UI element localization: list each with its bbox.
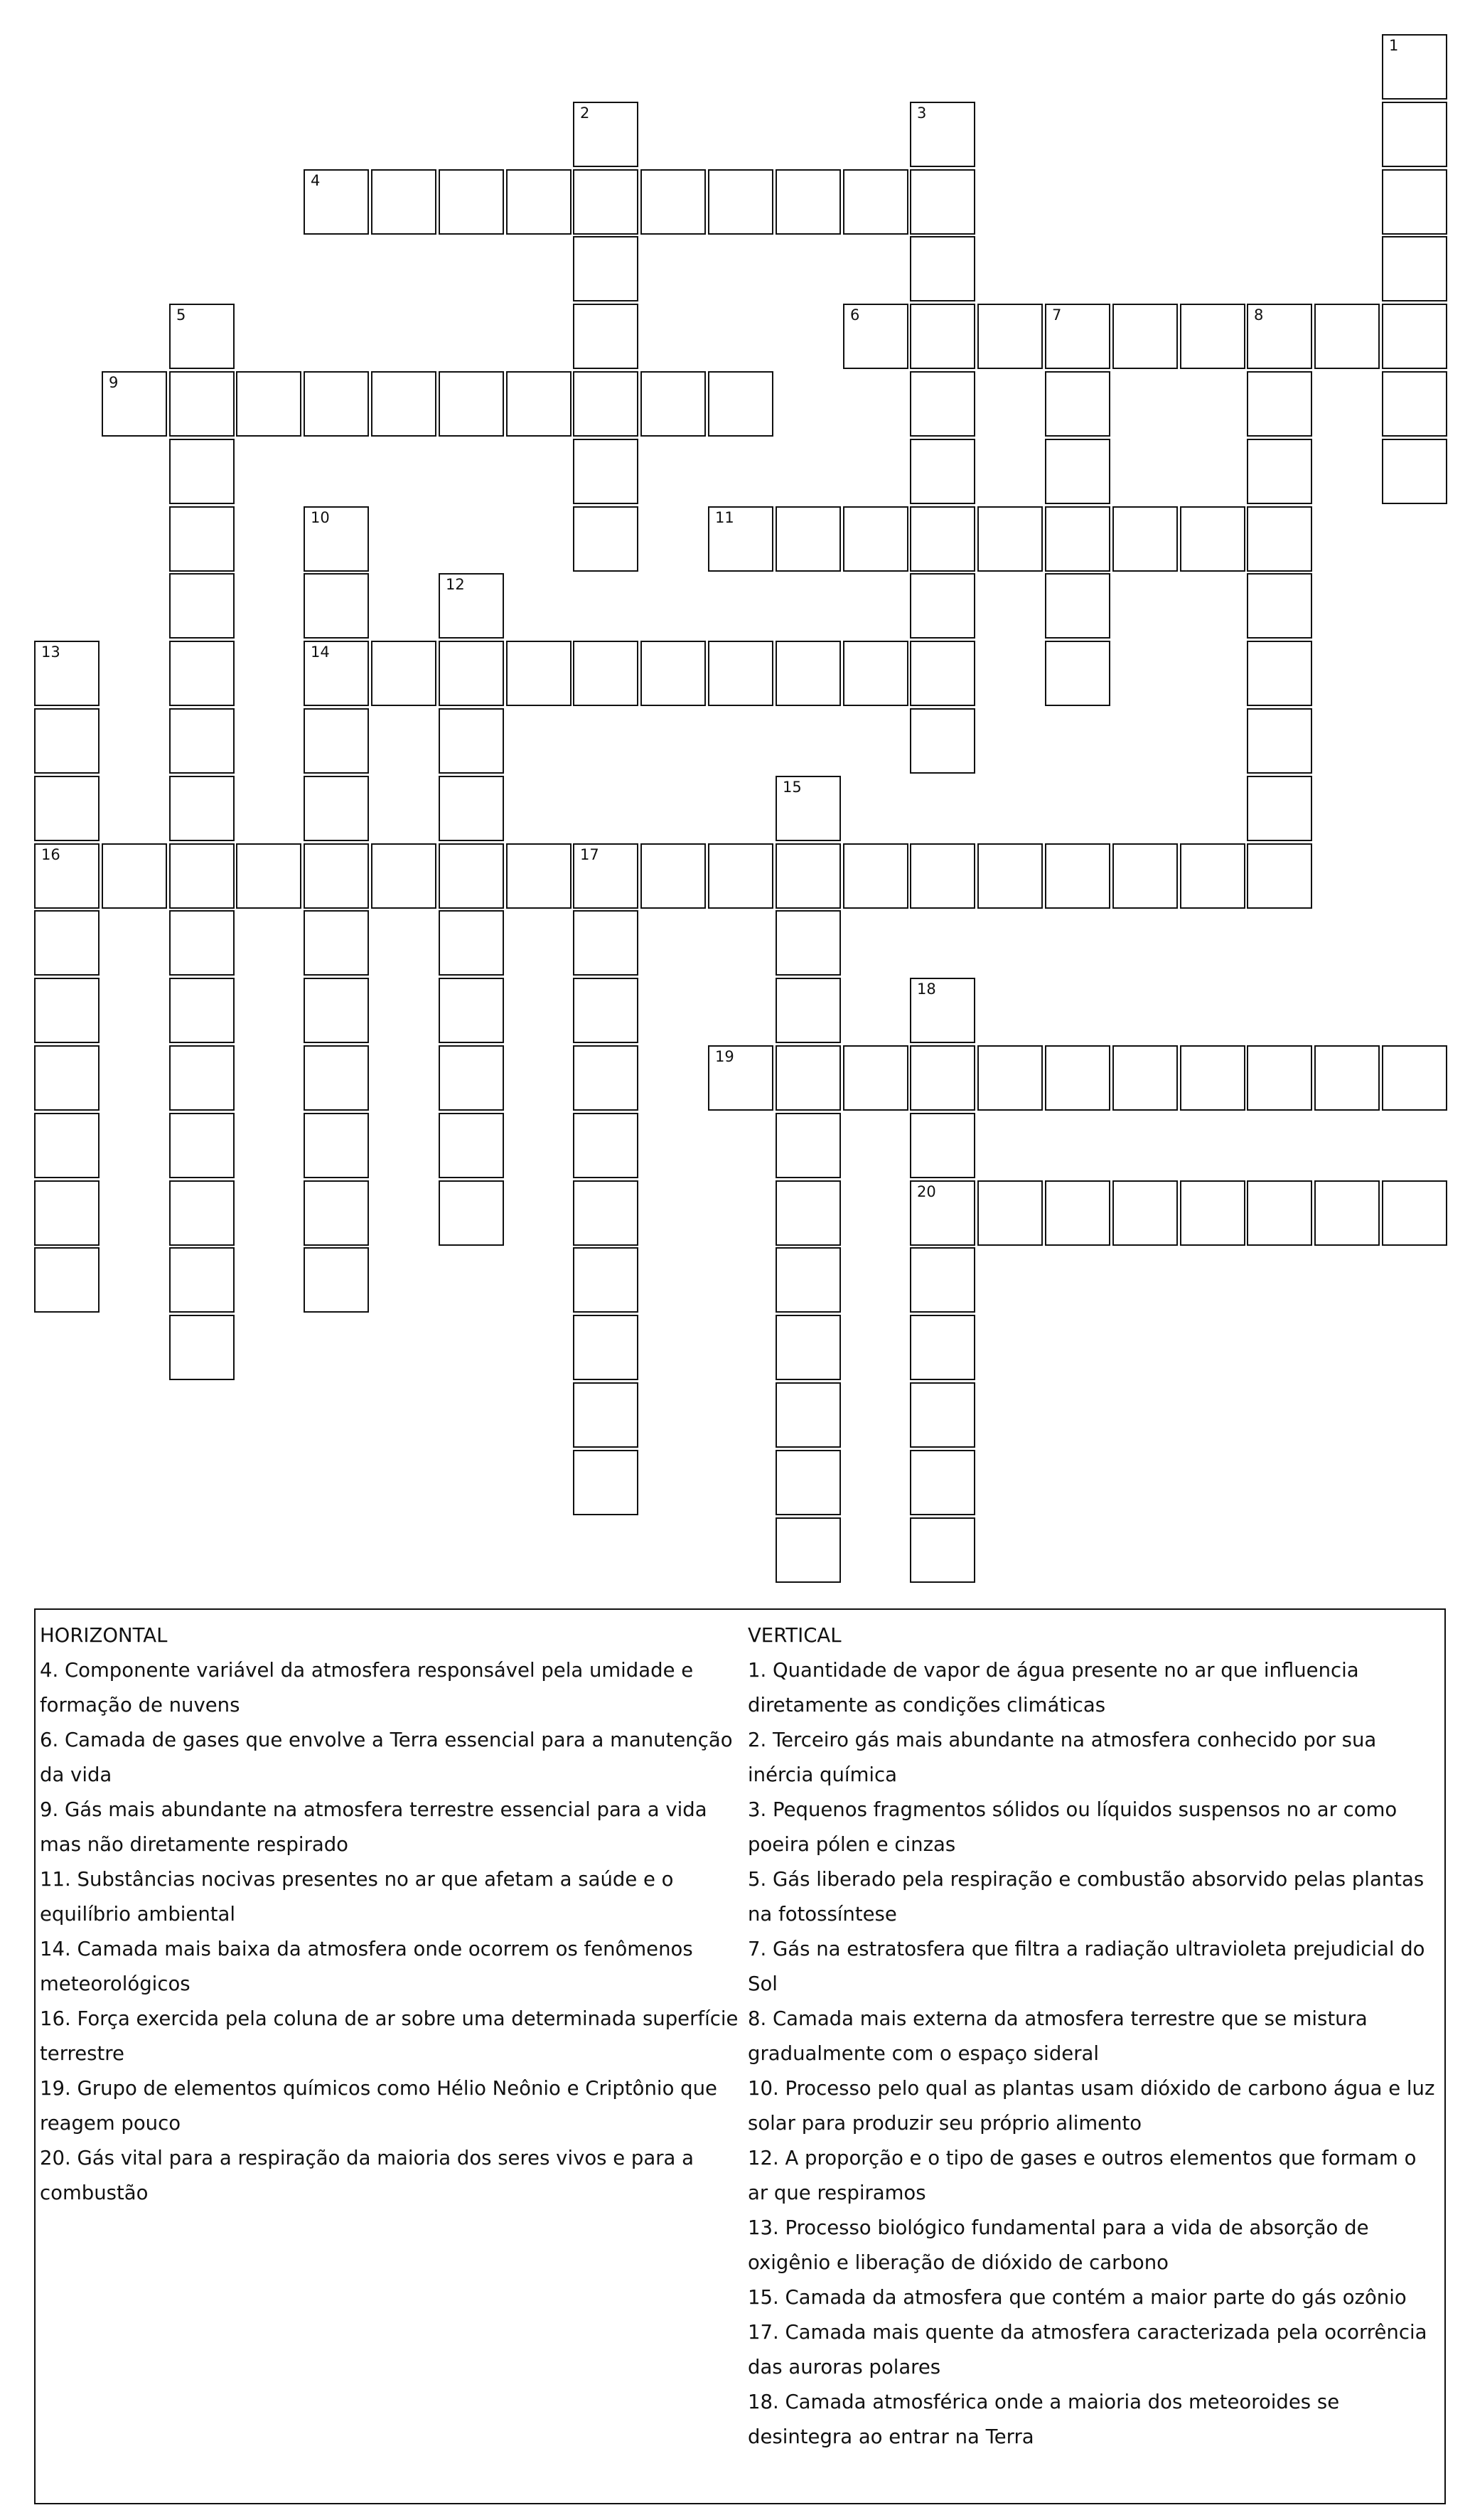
crossword-cell[interactable] — [640, 371, 706, 437]
crossword-cell[interactable] — [910, 978, 975, 1043]
clue-horizontal-14: 14. Camada mais baixa da atmosfera onde ocorrem os fenômenos meteorológicos — [40, 1938, 693, 1995]
clue-horizontal-19: 19. Grupo de elementos químicos como Hélio Neônio e Criptônio que reagem pouco — [40, 2077, 717, 2135]
crossword-cell[interactable] — [573, 1247, 638, 1313]
clue-number: 16 — [40, 2007, 65, 2030]
crossword-cell[interactable] — [34, 776, 100, 841]
crossword-cell[interactable] — [1247, 506, 1312, 572]
crossword-cell[interactable] — [439, 978, 504, 1043]
clue-vertical-5: 5. Gás liberado pela respiração e combustão absorvido pelas plantas na fotossíntese — [748, 1868, 1425, 1926]
clue-horizontal-9: 9. Gás mais abundante na atmosfera terrestre essencial para a vida mas não diretamente respirado — [40, 1798, 707, 1856]
crossword-cell[interactable] — [304, 843, 369, 909]
crossword-cell[interactable] — [910, 1382, 975, 1448]
crossword-cell[interactable] — [439, 573, 504, 639]
crossword-cell[interactable] — [439, 641, 504, 706]
crossword-cell[interactable] — [910, 304, 975, 369]
crossword-cell[interactable] — [169, 708, 235, 774]
crossword-cell[interactable] — [304, 506, 369, 572]
crossword-cell[interactable] — [573, 371, 638, 437]
crossword-cell[interactable] — [1247, 573, 1312, 639]
crossword-cell[interactable] — [34, 910, 100, 976]
crossword-cell[interactable] — [843, 304, 908, 369]
clue-vertical-10: 10. Processo pelo qual as plantas usam dióxido de carbono água e luz solar para produzir seu próprio alimento — [748, 2077, 1435, 2135]
clue-vertical-1: 1. Quantidade de vapor de água presente no ar que influencia diretamente as condições climáticas — [748, 1659, 1359, 1717]
crossword-cell[interactable] — [573, 1382, 638, 1448]
crossword-cell[interactable] — [439, 1113, 504, 1178]
clue-horizontal-4: 4. Componente variável da atmosfera responsável pela umidade e formação de nuvens — [40, 1659, 694, 1717]
crossword-cell[interactable] — [304, 641, 369, 706]
crossword-cell[interactable] — [1382, 1180, 1447, 1246]
cell-number: 8 — [1254, 306, 1264, 324]
crossword-cell[interactable] — [1045, 1045, 1110, 1111]
clue-number: 3 — [748, 1798, 761, 1821]
clue-number: 15 — [748, 2286, 773, 2309]
crossword-cell[interactable] — [1045, 304, 1110, 369]
clue-vertical-17: 17. Camada mais quente da atmosfera caracterizada pela ocorrência das auroras polares — [748, 2321, 1427, 2378]
crossword-cell[interactable] — [573, 439, 638, 504]
clue-number: 6 — [40, 1729, 53, 1751]
cell-number: 20 — [917, 1183, 936, 1200]
clue-number: 12 — [748, 2147, 773, 2169]
clue-vertical-3: 3. Pequenos fragmentos sólidos ou líquidos suspensos no ar como poeira pólen e cinzas — [748, 1798, 1397, 1856]
clue-vertical-7: 7. Gás na estratosfera que filtra a radiação ultravioleta prejudicial do Sol — [748, 1938, 1425, 1995]
crossword-cell[interactable] — [910, 1180, 975, 1246]
crossword-cell[interactable] — [1247, 641, 1312, 706]
crossword-cell[interactable] — [708, 1045, 773, 1111]
crossword-cell[interactable] — [910, 169, 975, 235]
crossword-cell[interactable] — [1247, 304, 1312, 369]
cell-number: 16 — [41, 846, 60, 863]
crossword-cell[interactable] — [1045, 1180, 1110, 1246]
crossword-cell[interactable] — [776, 776, 841, 841]
cell-number: 17 — [580, 846, 599, 863]
clue-text: Grupo de elementos químicos como Hélio Neônio e Criptônio que reagem pouco — [40, 2077, 717, 2135]
crossword-cell[interactable] — [371, 169, 436, 235]
crossword-cell[interactable] — [640, 169, 706, 235]
crossword-cell[interactable] — [304, 910, 369, 976]
clue-text: Componente variável da atmosfera responsável pela umidade e formação de nuvens — [40, 1659, 694, 1717]
crossword-cell[interactable] — [304, 1180, 369, 1246]
crossword-cell[interactable] — [506, 641, 572, 706]
crossword-cell[interactable] — [439, 910, 504, 976]
clue-number: 7 — [748, 1938, 761, 1960]
crossword-cell[interactable] — [371, 641, 436, 706]
clue-number: 14 — [40, 1938, 65, 1960]
crossword-cell[interactable] — [169, 843, 235, 909]
crossword-cell[interactable] — [304, 1247, 369, 1313]
clue-text: Camada mais quente da atmosfera caracterizada pela ocorrência das auroras polares — [748, 2321, 1427, 2378]
clue-text: Camada da atmosfera que contém a maior parte do gás ozônio — [785, 2286, 1407, 2309]
crossword-cell[interactable] — [573, 1450, 638, 1515]
crossword-cell[interactable] — [34, 1247, 100, 1313]
crossword-cell[interactable] — [1045, 573, 1110, 639]
cell-number: 13 — [41, 644, 60, 661]
crossword-cell[interactable] — [236, 371, 301, 437]
crossword-cell[interactable] — [776, 910, 841, 976]
clue-number: 10 — [748, 2077, 773, 2100]
crossword-cell[interactable] — [34, 1045, 100, 1111]
crossword-cell[interactable] — [640, 641, 706, 706]
horizontal-heading: HORIZONTAL — [40, 1624, 168, 1647]
crossword-cell[interactable] — [169, 1315, 235, 1380]
crossword-cell[interactable] — [1112, 304, 1178, 369]
crossword-cell[interactable] — [776, 169, 841, 235]
crossword-cell[interactable] — [1247, 843, 1312, 909]
crossword-cell[interactable] — [169, 304, 235, 369]
crossword-cell[interactable] — [169, 506, 235, 572]
crossword-cell[interactable] — [1314, 1045, 1380, 1111]
clue-text: Gás mais abundante na atmosfera terrestre essencial para a vida mas não diretamente respirado — [40, 1798, 707, 1856]
crossword-cell[interactable] — [169, 1045, 235, 1111]
crossword-cell[interactable] — [1247, 1180, 1312, 1246]
clue-text: Processo pelo qual as plantas usam dióxido de carbono água e luz solar para produzir seu próprio alimento — [748, 2077, 1435, 2135]
clue-text: Processo biológico fundamental para a vida de absorção de oxigênio e liberação de dióxido de carbono — [748, 2216, 1369, 2274]
crossword-cell[interactable] — [1180, 506, 1245, 572]
clue-text: Terceiro gás mais abundante na atmosfera conhecido por sua inércia química — [748, 1729, 1377, 1786]
crossword-cell[interactable] — [34, 1113, 100, 1178]
clue-number: 18 — [748, 2391, 773, 2413]
cell-number: 10 — [311, 509, 330, 526]
clue-vertical-8: 8. Camada mais externa da atmosfera terrestre que se mistura gradualmente com o espaço sideral — [748, 2007, 1368, 2065]
crossword-cell[interactable] — [708, 169, 773, 235]
crossword-cell[interactable] — [1382, 169, 1447, 235]
crossword-cell[interactable] — [573, 304, 638, 369]
crossword-cell[interactable] — [1045, 641, 1110, 706]
crossword-cell[interactable] — [169, 776, 235, 841]
crossword-cell[interactable] — [910, 1113, 975, 1178]
crossword-cell[interactable] — [1314, 304, 1380, 369]
crossword-cell[interactable] — [304, 169, 369, 235]
crossword-cell[interactable] — [910, 236, 975, 301]
crossword-cell[interactable] — [1382, 1045, 1447, 1111]
crossword-cell[interactable] — [102, 843, 167, 909]
crossword-cell[interactable] — [236, 843, 301, 909]
crossword-cell[interactable] — [1112, 843, 1178, 909]
crossword-cell[interactable] — [304, 573, 369, 639]
clue-number: 8 — [748, 2007, 761, 2030]
crossword-cell[interactable] — [776, 1113, 841, 1178]
crossword-cell[interactable] — [169, 371, 235, 437]
crossword-cell[interactable] — [34, 843, 100, 909]
crossword-cell[interactable] — [910, 1247, 975, 1313]
crossword-cell[interactable] — [506, 843, 572, 909]
crossword-cell[interactable] — [1045, 439, 1110, 504]
crossword-cell[interactable] — [1382, 102, 1447, 167]
clue-text: Substâncias nocivas presentes no ar que afetam a saúde e o equilíbrio ambiental — [40, 1868, 674, 1926]
crossword-cell[interactable] — [573, 1113, 638, 1178]
crossword-cell[interactable] — [1382, 34, 1447, 100]
crossword-cell[interactable] — [169, 573, 235, 639]
crossword-cell[interactable] — [34, 1180, 100, 1246]
crossword-cell[interactable] — [102, 371, 167, 437]
crossword-cell[interactable] — [910, 506, 975, 572]
crossword-cell[interactable] — [910, 1450, 975, 1515]
crossword-cell[interactable] — [776, 1045, 841, 1111]
crossword-cell[interactable] — [910, 371, 975, 437]
crossword-cell[interactable] — [573, 1315, 638, 1380]
crossword-cell[interactable] — [776, 1180, 841, 1246]
clue-number: 19 — [40, 2077, 65, 2100]
crossword-cell[interactable] — [169, 978, 235, 1043]
crossword-cell[interactable] — [708, 371, 773, 437]
crossword-cell[interactable] — [776, 978, 841, 1043]
clue-vertical-13: 13. Processo biológico fundamental para a vida de absorção de oxigênio e liberação de dióxido de carbono — [748, 2216, 1369, 2274]
crossword-cell[interactable] — [573, 843, 638, 909]
crossword-cell[interactable] — [977, 1045, 1043, 1111]
crossword-cell[interactable] — [506, 169, 572, 235]
crossword-cell[interactable] — [843, 1045, 908, 1111]
clue-number: 20 — [40, 2147, 65, 2169]
crossword-cell[interactable] — [843, 843, 908, 909]
clue-number: 17 — [748, 2321, 773, 2344]
crossword-cell[interactable] — [304, 1045, 369, 1111]
crossword-cell[interactable] — [776, 1315, 841, 1380]
clue-number: 11 — [40, 1868, 65, 1891]
clue-text: Gás vital para a respiração da maioria dos seres vivos e para a combustão — [40, 2147, 694, 2204]
crossword-cell[interactable] — [1045, 371, 1110, 437]
crossword-cell[interactable] — [169, 1180, 235, 1246]
clue-number: 1 — [748, 1659, 761, 1682]
clue-number: 4 — [40, 1659, 53, 1682]
clue-text: Força exercida pela coluna de ar sobre uma determinada superfície terrestre — [40, 2007, 739, 2065]
crossword-cell[interactable] — [169, 910, 235, 976]
clue-number: 5 — [748, 1868, 761, 1891]
crossword-cell[interactable] — [439, 169, 504, 235]
crossword-cell[interactable] — [34, 641, 100, 706]
crossword-cell[interactable] — [1382, 371, 1447, 437]
crossword-cell[interactable] — [1247, 439, 1312, 504]
crossword-cell[interactable] — [573, 169, 638, 235]
clue-number: 13 — [748, 2216, 773, 2239]
crossword-cell[interactable] — [169, 1247, 235, 1313]
crossword-cell[interactable] — [304, 776, 369, 841]
crossword-cell[interactable] — [708, 641, 773, 706]
clue-text: Gás na estratosfera que filtra a radiação ultravioleta prejudicial do Sol — [748, 1938, 1425, 1995]
crossword-cell[interactable] — [910, 573, 975, 639]
vertical-clues — [748, 1618, 1441, 2455]
crossword-cell[interactable] — [573, 236, 638, 301]
crossword-cell[interactable] — [776, 1247, 841, 1313]
clue-vertical-2: 2. Terceiro gás mais abundante na atmosfera conhecido por sua inércia química — [748, 1729, 1377, 1786]
crossword-cell[interactable] — [708, 843, 773, 909]
crossword-cell[interactable] — [573, 978, 638, 1043]
crossword-cell[interactable] — [34, 708, 100, 774]
crossword-cell[interactable] — [371, 843, 436, 909]
crossword-cell[interactable] — [776, 1382, 841, 1448]
clue-number: 9 — [40, 1798, 53, 1821]
clue-text: Quantidade de vapor de água presente no ar que influencia diretamente as condições climáticas — [748, 1659, 1359, 1717]
crossword-cell[interactable] — [1247, 776, 1312, 841]
crossword-cell[interactable] — [573, 102, 638, 167]
crossword-cell[interactable] — [439, 1045, 504, 1111]
clue-text: Camada de gases que envolve a Terra essencial para a manutenção da vida — [40, 1729, 733, 1786]
crossword-cell[interactable] — [910, 843, 975, 909]
clue-text: Camada mais externa da atmosfera terrestre que se mistura gradualmente com o espaço sideral — [748, 2007, 1368, 2065]
cell-number: 5 — [176, 306, 186, 324]
clue-horizontal-6: 6. Camada de gases que envolve a Terra essencial para a manutenção da vida — [40, 1729, 733, 1786]
clue-vertical-12: 12. A proporção e o tipo de gases e outros elementos que formam o ar que respiramos — [748, 2147, 1417, 2204]
crossword-cell[interactable] — [1045, 506, 1110, 572]
clue-vertical-18: 18. Camada atmosférica onde a maioria dos meteoroides se desintegra ao entrar na Terra — [748, 2391, 1340, 2448]
cell-number: 9 — [109, 374, 119, 391]
clue-text: Camada atmosférica onde a maioria dos meteoroides se desintegra ao entrar na Terra — [748, 2391, 1340, 2448]
crossword-cell[interactable] — [1180, 1180, 1245, 1246]
crossword-cell[interactable] — [776, 843, 841, 909]
crossword-cell[interactable] — [439, 1180, 504, 1246]
crossword-cell[interactable] — [169, 439, 235, 504]
cell-number: 6 — [850, 306, 860, 324]
cell-number: 4 — [311, 172, 321, 189]
crossword-cell[interactable] — [304, 708, 369, 774]
crossword-cell[interactable] — [977, 506, 1043, 572]
cell-number: 7 — [1052, 306, 1062, 324]
crossword-cell[interactable] — [1112, 1180, 1178, 1246]
crossword-cell[interactable] — [304, 1113, 369, 1178]
crossword-cell[interactable] — [439, 843, 504, 909]
crossword-cell[interactable] — [843, 506, 908, 572]
crossword-cell[interactable] — [573, 506, 638, 572]
crossword-cell[interactable] — [1180, 1045, 1245, 1111]
cell-number: 2 — [580, 105, 590, 122]
horizontal-clues — [40, 1618, 744, 2211]
crossword-cell[interactable] — [977, 843, 1043, 909]
crossword-cell[interactable] — [1112, 506, 1178, 572]
crossword-cell[interactable] — [573, 641, 638, 706]
clue-text: A proporção e o tipo de gases e outros elementos que formam o ar que respiramos — [748, 2147, 1417, 2204]
cell-number: 12 — [446, 576, 465, 593]
crossword-cell[interactable] — [910, 1045, 975, 1111]
clue-horizontal-11: 11. Substâncias nocivas presentes no ar que afetam a saúde e o equilíbrio ambiental — [40, 1868, 674, 1926]
cell-number: 11 — [715, 509, 734, 526]
crossword-cell[interactable] — [776, 1517, 841, 1583]
crossword-cell[interactable] — [439, 776, 504, 841]
clue-text: Gás liberado pela respiração e combustão absorvido pelas plantas na fotossíntese — [748, 1868, 1425, 1926]
crossword-cell[interactable] — [776, 1450, 841, 1515]
crossword-cell[interactable] — [169, 641, 235, 706]
crossword-cell[interactable] — [169, 1113, 235, 1178]
crossword-cell[interactable] — [843, 641, 908, 706]
clue-horizontal-16: 16. Força exercida pela coluna de ar sobre uma determinada superfície terrestre — [40, 2007, 739, 2065]
clue-list — [34, 1608, 1446, 2504]
crossword-cell[interactable] — [1180, 843, 1245, 909]
crossword-cell[interactable] — [1382, 439, 1447, 504]
cell-number: 19 — [715, 1048, 734, 1065]
crossword-cell[interactable] — [34, 978, 100, 1043]
crossword-cell[interactable] — [304, 371, 369, 437]
crossword-cell[interactable] — [439, 708, 504, 774]
crossword-cell[interactable] — [640, 843, 706, 909]
crossword-cell[interactable] — [304, 978, 369, 1043]
clue-text: Camada mais baixa da atmosfera onde ocorrem os fenômenos meteorológicos — [40, 1938, 693, 1995]
clue-number: 2 — [748, 1729, 761, 1751]
crossword-cell[interactable] — [910, 641, 975, 706]
cell-number: 14 — [311, 644, 330, 661]
crossword-cell[interactable] — [573, 910, 638, 976]
cell-number: 15 — [783, 779, 802, 796]
clue-text: Pequenos fragmentos sólidos ou líquidos suspensos no ar como poeira pólen e cinzas — [748, 1798, 1397, 1856]
crossword-cell[interactable] — [910, 708, 975, 774]
crossword-cell[interactable] — [1314, 1180, 1380, 1246]
crossword-cell[interactable] — [1247, 1045, 1312, 1111]
crossword-cell[interactable] — [776, 641, 841, 706]
cell-number: 18 — [917, 981, 936, 998]
crossword-cell[interactable] — [439, 371, 504, 437]
crossword-cell[interactable] — [1045, 843, 1110, 909]
vertical-heading: VERTICAL — [748, 1624, 842, 1647]
crossword-cell[interactable] — [573, 1180, 638, 1246]
crossword-cell[interactable] — [1382, 236, 1447, 301]
crossword-cell[interactable] — [977, 1180, 1043, 1246]
crossword-cell[interactable] — [1247, 708, 1312, 774]
crossword-cell[interactable] — [910, 439, 975, 504]
crossword-cell[interactable] — [1382, 304, 1447, 369]
crossword-cell[interactable] — [910, 1315, 975, 1380]
crossword-cell[interactable] — [1180, 304, 1245, 369]
cell-number: 1 — [1389, 37, 1399, 54]
crossword-cell[interactable] — [506, 371, 572, 437]
crossword-cell[interactable] — [910, 1517, 975, 1583]
crossword-cell[interactable] — [843, 169, 908, 235]
crossword-cell[interactable] — [1247, 371, 1312, 437]
crossword-cell[interactable] — [708, 506, 773, 572]
crossword-cell[interactable] — [910, 102, 975, 167]
clue-vertical-15: 15. Camada da atmosfera que contém a maior parte do gás ozônio — [748, 2286, 1407, 2309]
crossword-cell[interactable] — [573, 1045, 638, 1111]
clue-horizontal-20: 20. Gás vital para a respiração da maioria dos seres vivos e para a combustão — [40, 2147, 694, 2204]
crossword-cell[interactable] — [977, 304, 1043, 369]
crossword-cell[interactable] — [1112, 1045, 1178, 1111]
cell-number: 3 — [917, 105, 927, 122]
crossword-cell[interactable] — [371, 371, 436, 437]
crossword-cell[interactable] — [776, 506, 841, 572]
